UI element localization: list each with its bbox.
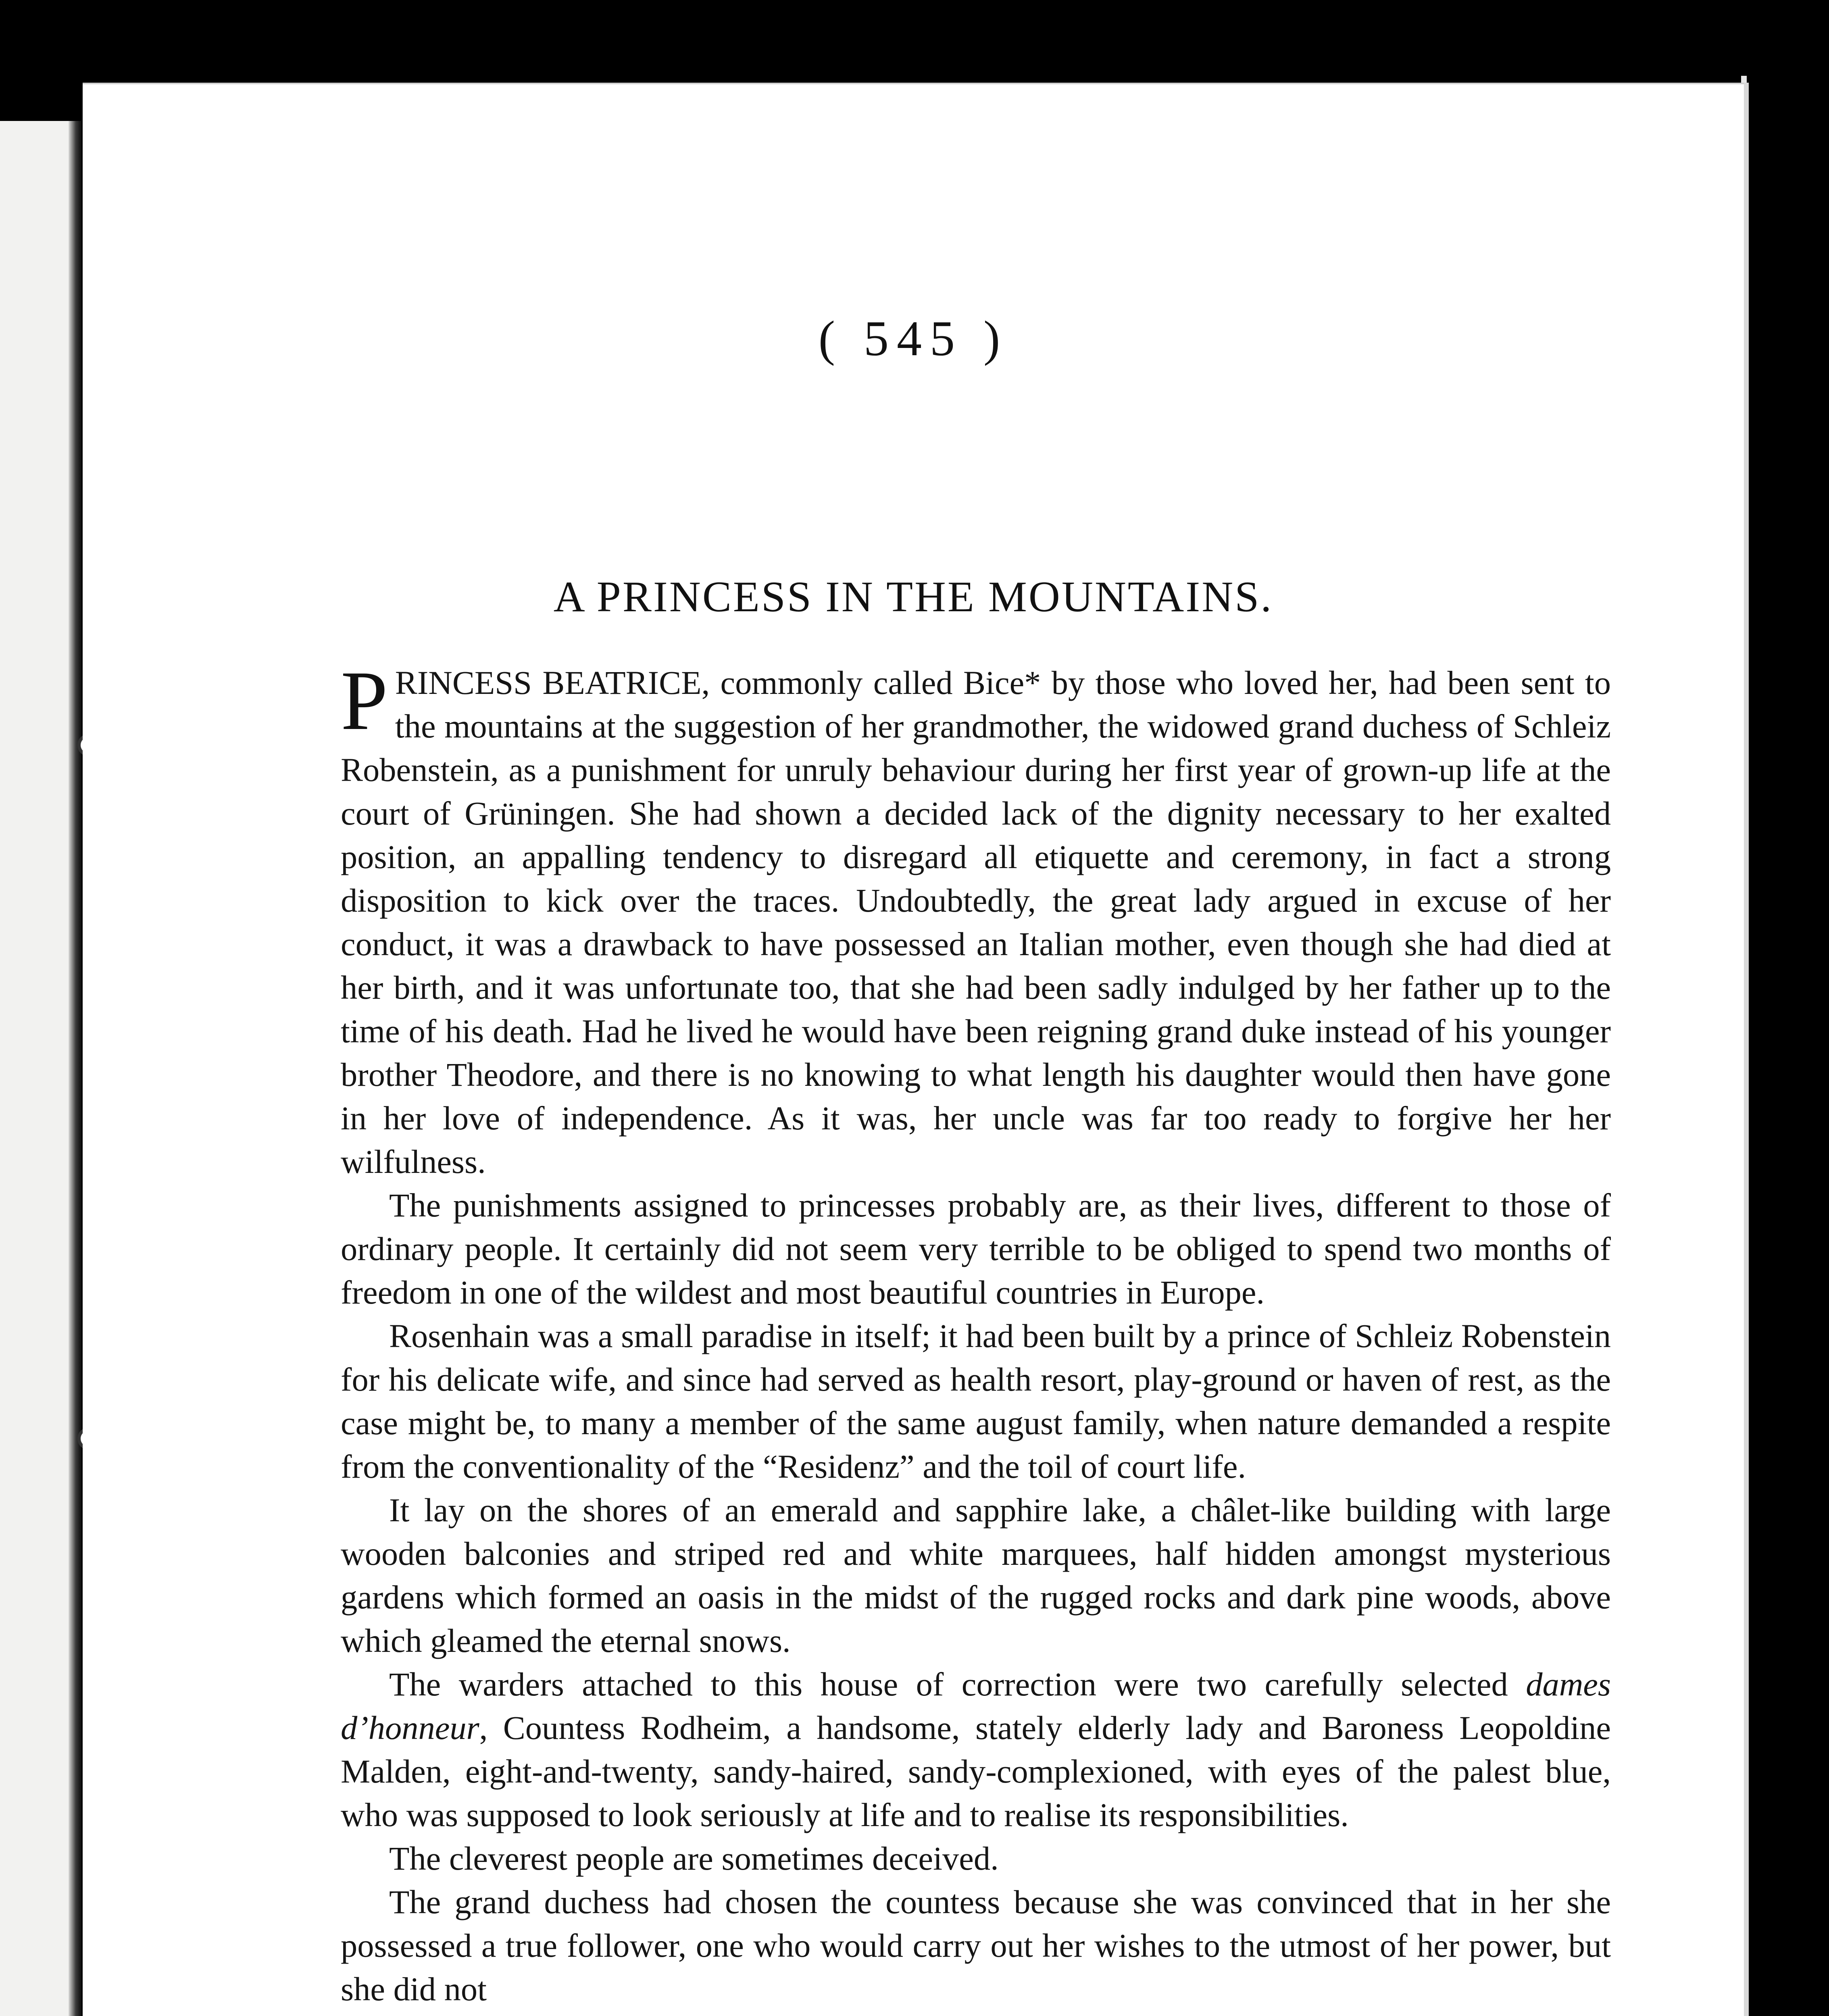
paragraph-6: The cleverest people are sometimes deceived. [389, 1840, 999, 1877]
article-title: A PRINCESS IN THE MOUNTAINS. [553, 573, 1273, 621]
page-number: ( 545 ) [818, 311, 1008, 366]
paragraph-1 [341, 654, 1611, 1183]
body-text [341, 654, 1611, 2011]
paragraph-7: The grand duchess had chosen the countess because she was convinced that in her she possessed a true follower, one who would carry out her wishes to the utmost of her power, but she did not [341, 1883, 1611, 2008]
book-page [83, 83, 1744, 2016]
italic-phrase: dames d’honneur [341, 1666, 1611, 1746]
paragraph-2: The punishments assigned to princesses probably are, as their lives, different to those of ordinary people. It certainly did not seem very terrible to be obliged to spend two months of freedom in one of the wildest and most beautiful countries in Europe. [341, 1187, 1611, 1311]
paragraph-3: Rosenhain was a small paradise in itself; it had been built by a prince of Schleiz Robenstein for his delicate wife, and since had served as health resort, play-ground or haven of rest, as the case might be, to many a member of the same august family, when nature demanded a respite from the conventionality of the “Residenz” and the toil of court life. [341, 1317, 1611, 1485]
paragraph-4: It lay on the shores of an emerald and sapphire lake, a châlet-like building with large wooden balconies and striped red and white marquees, half hidden amongst mysterious gardens which formed an oasis in the midst of the rugged rocks and dark pine woods, above which gleamed the eternal snows. [341, 1491, 1611, 1659]
paragraph-5 [341, 1662, 1611, 1837]
drop-cap: P [341, 654, 388, 748]
paragraph-text: The warders attached to this house of correction were two carefully selected [389, 1666, 1526, 1703]
paragraph-text: , Countess Rodheim, a handsome, stately elderly lady and Baroness Leopoldine Malden, eight-and-twenty, sandy-haired, sandy-complexioned, with eyes of the palest blue, who was supposed to look seriously at life and to realise its responsibilities. [341, 1709, 1611, 1833]
book-spine [69, 121, 81, 2016]
paragraph-text: RINCESS BEATRICE, commonly called Bice* by those who loved her, had been sent to the mountains at the suggestion of her grandmother, the widowed grand duchess of Schleiz Robenstein, as a punishment for unruly behaviour during her first year of grown-up life at the court of Grüningen. She had shown a decided lack of the dignity necessary to her exalted position, an appalling tendency to disregard all etiquette and ceremony, in fact a strong disposition to kick over the traces. Undoubtedly, the great lady argued in excuse of her conduct, it was a drawback to have possessed an Italian mother, even though she had died at her birth, and it was unfortunate too, that she had been sadly indulged by her father up to the time of his death. Had he lived he would have been reigning grand duke instead of his younger brother Theodore, and there is no knowing to what length his daughter would then have gone in her love of independence. As it was, her uncle was far too ready to forgive her her wilfulness. [341, 664, 1611, 1180]
